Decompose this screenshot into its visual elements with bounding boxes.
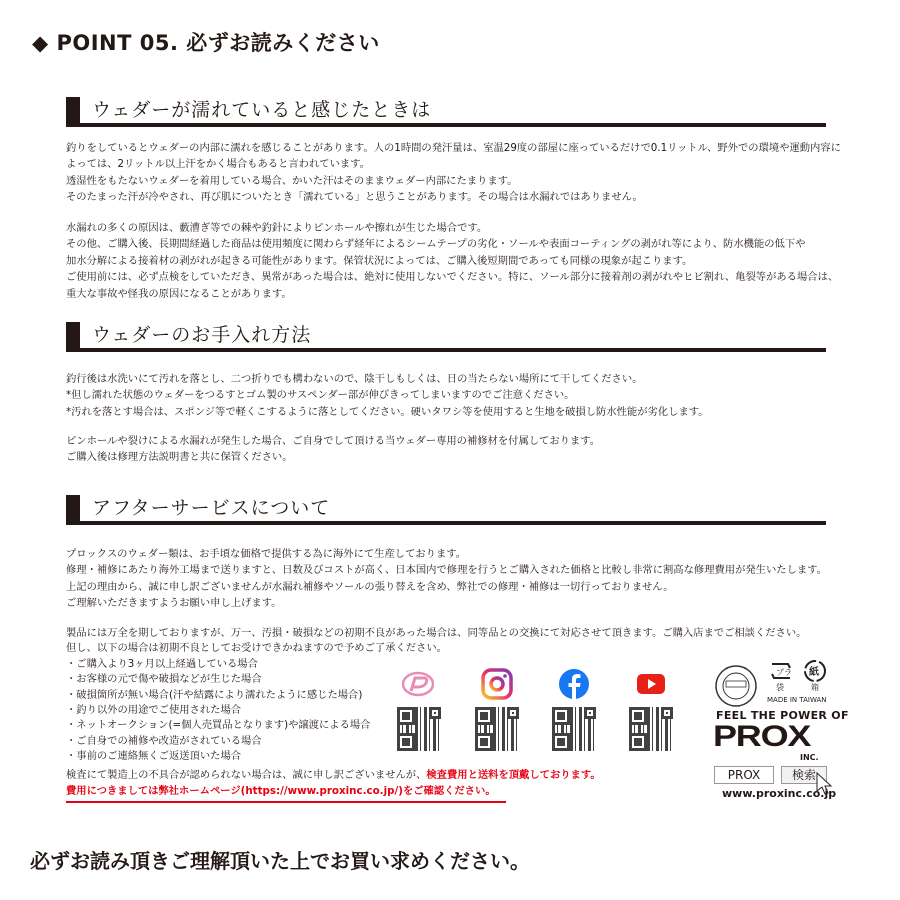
text-line: 重大な事故や怪我の原因になることがあります。	[66, 287, 292, 300]
text-line: ご購入後は修理方法説明書と共に保管ください。	[66, 451, 293, 464]
recycle-paper-icon	[803, 659, 827, 683]
text-line: ・ご自身での補修や改造がされている場合	[66, 734, 262, 747]
website-url[interactable]: www.proxinc.co.jp	[722, 787, 837, 800]
paragraph	[66, 371, 708, 420]
recycle-plastic-icon	[768, 660, 794, 682]
text-line: 上記の理由から、誠に申し訳ございませんが水漏れ補修やソールの張り替えを含め、弊社での修理・補修は一切行っておりません。	[66, 580, 674, 593]
facebook-icon[interactable]	[558, 668, 590, 700]
text-line: ・破損箇所が無い場合(汗や結露により濡れたように感じた場合)	[66, 688, 363, 701]
qr-code-instagram[interactable]	[475, 707, 519, 751]
text-line: 加水分解による接着材の剥がれが起きる可能性があります。保管状況によっては、ご購入後短期間であっても同様の現象が起こります。	[66, 254, 693, 267]
text-line: *汚れを落とす場合は、スポンジ等で軽くこするように落としてください。硬いタワシ等を使用すると生地を破損し防水性能が劣化します。	[66, 405, 709, 418]
text-line: 修理・補修にあたり海外工場まで送りますと、日数及びコストが高く、日本国内で修理を行うとご購入された価格と比較し非常に割高な修理費用が発生いたします。	[66, 564, 827, 577]
heading-text: ウェダーのお手入れ方法	[92, 324, 312, 346]
prox-icon[interactable]	[402, 668, 434, 700]
instagram-icon[interactable]	[481, 668, 513, 700]
notice-lead: 検査にて製造上の不具合が認められない場合は、誠に申し訳ございませんが、	[66, 769, 427, 781]
text-line: ・ご購入より3ヶ月以上経過している場合	[66, 657, 258, 670]
text-line: ・ネットオークション(=個人売買品となります)や譲渡による場合	[66, 719, 371, 732]
text-line: ピンホールや裂けによる水漏れが発生した場合、ご自身でして頂ける当ウェダー専用の補修材を付属しております。	[66, 435, 600, 447]
bag-label: 袋	[776, 683, 784, 692]
text-line: ・釣り以外の用途でご使用された場合	[66, 704, 242, 717]
svg-text:プラ: プラ	[776, 668, 792, 677]
text-line: 水漏れの多くの原因は、藪漕ぎ等での棘や釣針によりピンホールや擦れが生じた場合です。	[66, 222, 488, 234]
text-line: そのたまった汗が冷やされ、再び肌についたとき「濡れている」と思うことがあります。その場合は水漏れではありません。	[66, 191, 643, 204]
search-field[interactable]: PROX	[714, 766, 774, 784]
made-in-label: MADE IN TAIWAN	[767, 696, 827, 704]
text-line: ご理解いただきますようお願い申し上げます。	[66, 597, 282, 610]
text-line: ・お客様の元で傷や破損などが生じた場合	[66, 673, 262, 686]
heading-text: アフターサービスについて	[92, 497, 331, 519]
qr-code-youtube[interactable]	[629, 707, 673, 751]
notice	[66, 767, 601, 800]
text-line: 但し、以下の場合は初期不良としてお受けできかねますので予めご了承ください。	[66, 642, 447, 655]
search-button[interactable]: 検索	[781, 766, 827, 784]
tagline: FEEL THE POWER OF	[716, 709, 849, 722]
page-title: ◆ POINT 05. 必ずお読みください	[32, 31, 380, 55]
text-line: 透湿性をもたないウェダーを着用している場合、かいた汗はそのままウェダー内部にたまります。	[66, 174, 518, 187]
logo-inc: INC.	[800, 753, 819, 762]
text-line: 釣りをしているとウェダーの内部に濡れを感じることがあります。人の1時間の発汗量は、室温29度の部屋に座っているだけで0.1リットル、野外での環境や運動内容に	[66, 142, 841, 154]
text-line: *但し濡れた状態のウェダーをつるすとゴム製のサスペンダー部が伸びきってしまいますのでご注意ください。	[66, 389, 575, 402]
youtube-icon[interactable]	[635, 668, 667, 700]
text-line: ・事前のご連絡無くご返送頂いた場合	[66, 750, 242, 763]
section-heading-wet	[66, 97, 826, 127]
section-heading-care	[66, 322, 826, 352]
box-label: 箱	[811, 683, 819, 692]
text-line: その他、ご購入後、長期間経過した商品は使用頻度に関わらず経年によるシームテープの劣化・ソールや表面コーティングの剥がれ等により、防水機能の低下や	[66, 238, 806, 251]
text-line: プロックスのウェダー類は、お手頃な価格で提供する為に海外にて生産しております。	[66, 548, 467, 560]
text-line: 製品には万全を期しておりますが、万一、汚損・破損などの初期不良があった場合は、同等品との交換にて対応させて頂きます。ご購入店までご相談ください。	[66, 627, 807, 639]
notice-fee: 検査費用と送料を頂戴しております。	[426, 769, 601, 781]
qr-code-facebook[interactable]	[552, 707, 596, 751]
certification-seal-icon	[714, 664, 758, 708]
svg-text:紙: 紙	[809, 667, 819, 678]
text-line: よっては、2リットル以上汗をかく場合もあると言われています。	[66, 158, 370, 171]
text-line: 釣行後は水洗いにて汚れを落とし、二つ折りでも構わないので、陰干しもしくは、日の当たらない場所にて干してください。	[66, 373, 643, 385]
text-line: ご使用前には、必ず点検をしていただき、異常があった場合は、絶対に使用しないでください。特に、ソール部分に接着剤の剥がれやヒビ割れ、亀裂等がある場合は、	[66, 271, 839, 284]
notice-homepage: 費用につきましては弊社ホームページ(https://www.proxinc.co.jp/)をご確認ください。	[66, 785, 496, 798]
paragraph	[66, 546, 827, 612]
qr-code-prox[interactable]	[397, 707, 441, 751]
paragraph	[66, 433, 600, 466]
closing-message: 必ずお読み頂きご理解頂いた上でお買い求めください。	[30, 849, 530, 873]
paragraph	[66, 220, 838, 302]
red-underline	[66, 801, 506, 803]
paragraph	[66, 140, 841, 206]
section-heading-after-service	[66, 495, 826, 525]
heading-text: ウェダーが濡れていると感じたときは	[92, 99, 432, 121]
prox-logo: PROX	[713, 720, 811, 753]
